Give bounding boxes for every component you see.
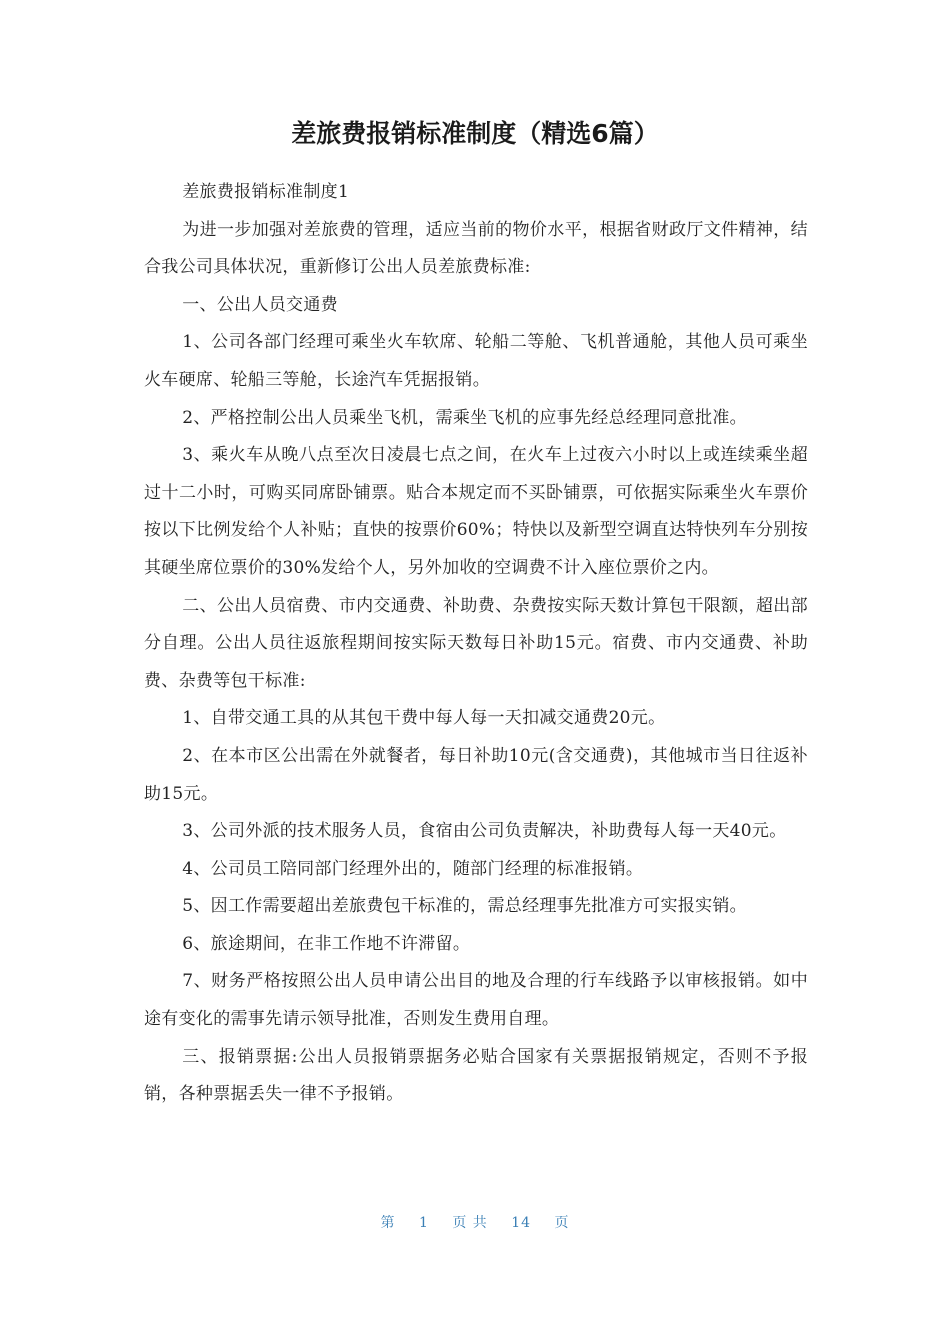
paragraph: 5、因工作需要超出差旅费包干标准的，需总经理事先批准方可实报实销。 [182, 896, 747, 917]
total-pages-number: 14 [511, 1215, 532, 1231]
document-body [144, 174, 808, 1114]
document-title: 差旅费报销标准制度（精选6篇） [291, 119, 659, 148]
paragraph: 2、在本市区公出需在外就餐者，每日补助10元(含交通费)，其他城市当日往返补助15元。 [144, 745, 808, 804]
paragraph: 1、自带交通工具的从其包干费中每人每一天扣减交通费20元。 [182, 708, 666, 729]
paragraph: 4、公司员工陪同部门经理外出的，随部门经理的标准报销。 [182, 858, 644, 879]
paragraph: 6、旅途期间，在非工作地不许滞留。 [182, 933, 471, 954]
section-heading: 一、公出人员交通费 [182, 294, 338, 315]
paragraph: 三、报销票据:公出人员报销票据务必贴合国家有关票据报销规定，否则不予报销，各种票据丢失一律不予报销。 [144, 1046, 808, 1105]
paragraph: 3、公司外派的技术服务人员，食宿由公司负责解决，补助费每人每一天40元。 [182, 821, 787, 842]
paragraph: 7、财务严格按照公出人员申请公出目的地及合理的行车线路予以审核报销。如中途有变化的需事先请示领导批准，否则发生费用自理。 [144, 971, 808, 1030]
page-label-suffix: 页 [554, 1215, 570, 1231]
paragraph: 二、公出人员宿费、市内交通费、补助费、杂费按实际天数计算包干限额，超出部分自理。公出人员往返旅程期间按实际天数每日补助15元。宿费、市内交通费、补助费、杂费等包干标准: [144, 595, 808, 691]
paragraph: 2、严格控制公出人员乘坐飞机，需乘坐飞机的应事先经总经理同意批准。 [182, 407, 747, 428]
paragraph: 为进一步加强对差旅费的管理，适应当前的物价水平，根据省财政厅文件精神，结合我公司具体状况，重新修订公出人员差旅费标准: [144, 219, 808, 278]
page-label-prefix: 第 [380, 1215, 396, 1231]
page-label-middle: 页 共 [452, 1215, 488, 1231]
page-footer [0, 1212, 950, 1232]
paragraph: 3、乘火车从晚八点至次日凌晨七点之间，在火车上过夜六小时以上或连续乘坐超过十二小时，可购买同席卧铺票。贴合本规定而不买卧铺票，可依据实际乘坐火车票价按以下比例发给个人补贴；直快的按票价60%；特快以及新型空调直达特快列车分别按其硬坐席位票价的30%发给个人，另外加收的空调费不计入座位票价之内。 [144, 445, 808, 578]
section-heading: 差旅费报销标准制度1 [182, 182, 350, 202]
current-page-number: 1 [418, 1215, 429, 1231]
paragraph: 1、公司各部门经理可乘坐火车软席、轮船二等舱、飞机普通舱，其他人员可乘坐火车硬席、轮船三等舱，长途汽车凭据报销。 [144, 332, 808, 390]
